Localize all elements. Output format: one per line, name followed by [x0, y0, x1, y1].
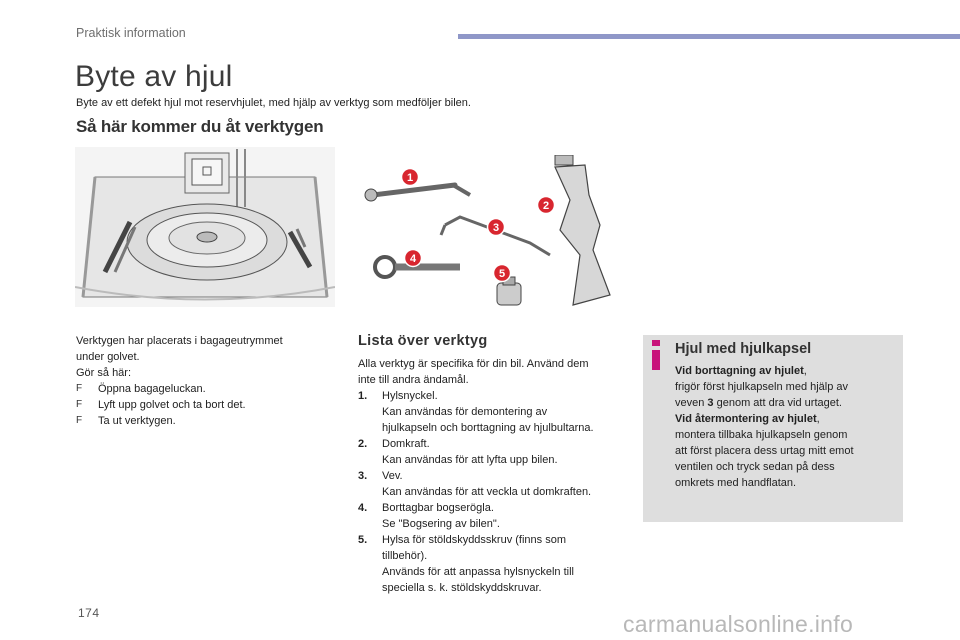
tool-list-intro: inte till andra ändamål.: [358, 374, 469, 386]
instruction-step: [76, 381, 326, 397]
tool-name: Domkraft.: [382, 438, 430, 450]
intro-text: Byte av ett defekt hjul mot reservhjulet, med hjälp av verktyg som medföljer bilen.: [76, 97, 471, 109]
tool-item: [358, 388, 628, 436]
tool-name: Hylsa för stöldskyddsskruv (finns som: [382, 534, 566, 546]
tool-desc: Används för att anpassa hylsnyckeln till: [382, 566, 574, 578]
tool-desc: Se "Bogsering av bilen".: [382, 518, 500, 530]
access-instructions: [76, 333, 326, 429]
info-line: Vid återmontering av hjulet,: [675, 413, 820, 425]
tool-name: Vev.: [382, 470, 403, 482]
section-subheading: Så här kommer du åt verktygen: [76, 117, 324, 136]
tool-number: 5.: [358, 534, 368, 546]
bullet-icon: F: [76, 415, 83, 426]
bullet-icon: F: [76, 383, 83, 394]
page-title: Byte av hjul: [75, 60, 233, 93]
step-text: Öppna bagageluckan.: [98, 383, 206, 395]
tool-badge-label: 3: [492, 222, 500, 234]
tool-badge-label: 4: [409, 253, 417, 265]
tool-list-heading: Lista över verktyg: [358, 333, 488, 349]
info-text: genom att dra vid urtaget.: [716, 397, 842, 409]
trunk-spare-wheel-illustration: [75, 147, 335, 307]
info-box-heading: Hjul med hjulkapsel: [675, 341, 812, 357]
tool-badge-label: 1: [406, 172, 414, 184]
tool-number: 1.: [358, 390, 368, 402]
info-line: omkrets med handflatan.: [675, 477, 797, 489]
tool-number: 3.: [358, 470, 368, 482]
tool-desc: Kan användas för att lyfta upp bilen.: [382, 454, 558, 466]
header-accent-bar: [458, 34, 960, 39]
tool-desc: speciella s. k. stöldskyddskruvar.: [382, 582, 542, 594]
instruction-line: Gör så här:: [76, 367, 132, 379]
tools-illustration: [355, 155, 620, 325]
tool-number: 4.: [358, 502, 368, 514]
tool-badge-label: 2: [542, 200, 550, 212]
tool-desc: tillbehör).: [382, 550, 428, 562]
crank-ref: 3: [707, 397, 714, 409]
tool-list-intro: Alla verktyg är specifika för din bil. Använd dem: [358, 358, 589, 370]
info-icon: [648, 340, 664, 370]
info-line: [675, 395, 895, 411]
step-text: Ta ut verktygen.: [98, 415, 176, 427]
section-header: Praktisk information: [76, 26, 186, 40]
page-number: 174: [78, 606, 100, 620]
tool-number: 2.: [358, 438, 368, 450]
info-line: frigör först hjulkapseln med hjälp av: [675, 381, 849, 393]
tool-name: Hylsnyckel.: [382, 390, 438, 402]
removal-label: Vid borttagning av hjulet: [675, 365, 804, 377]
tool-item: [358, 468, 628, 500]
tool-desc: Kan användas för att veckla ut domkraften.: [382, 486, 592, 498]
tool-item: [358, 500, 628, 532]
watermark: carmanualsonline.info: [623, 611, 854, 637]
info-text: veven: [675, 397, 705, 409]
info-box-content: [675, 341, 895, 491]
step-text: Lyft upp golvet och ta bort det.: [98, 399, 246, 411]
tool-item: [358, 532, 628, 596]
instruction-line: Verktygen har placerats i bagageutrymmet: [76, 335, 283, 347]
instruction-line: under golvet.: [76, 351, 140, 363]
instruction-step: [76, 397, 326, 413]
tool-item: [358, 436, 628, 468]
info-line: att först placera dess urtag mitt emot: [675, 445, 854, 457]
tool-list: [358, 333, 628, 596]
bullet-icon: F: [76, 399, 83, 410]
tool-desc: hjulkapseln och borttagning av hjulbultarna.: [382, 422, 594, 434]
info-line: montera tillbaka hjulkapseln genom: [675, 429, 848, 441]
mounting-label: Vid återmontering av hjulet: [675, 413, 817, 425]
tool-name: Borttagbar bogserögla.: [382, 502, 494, 514]
tool-desc: Kan användas för demontering av: [382, 406, 548, 418]
instruction-step: [76, 413, 326, 429]
info-line: Vid borttagning av hjulet,: [675, 365, 807, 377]
tool-badge-label: 5: [498, 268, 506, 280]
info-line: ventilen och tryck sedan på dess: [675, 461, 835, 473]
